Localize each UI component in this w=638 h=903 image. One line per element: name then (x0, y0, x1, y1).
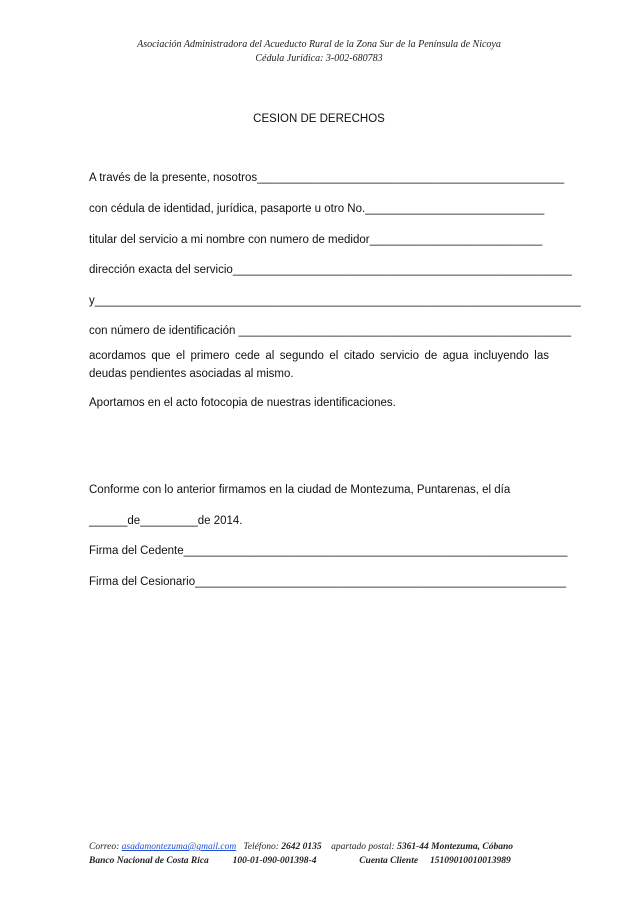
names-line: A través de la presente, nosotros________________________________________________ (89, 172, 565, 184)
email-label: Correo: (89, 842, 120, 852)
po-box: 5361-44 Montezuma, Cóbano (397, 842, 513, 852)
date-line: ______de_________de 2014. (89, 515, 243, 527)
meter-number-line: titular del servicio a mi nombre con numero de medidor___________________________ (89, 234, 543, 246)
phone-label: Teléfono: (243, 842, 279, 852)
photocopy-paragraph: Aportamos en el acto fotocopia de nuestras identificaciones. (89, 397, 396, 409)
client-account-label: Cuenta Cliente (359, 856, 419, 866)
letterhead (0, 38, 638, 66)
association-name: Asociación Administradora del Acueducto Rural de la Zona Sur de la Península de Nicoya (137, 39, 501, 50)
po-box-label: apartado postal: (331, 842, 395, 852)
legal-id: Cédula Jurídica: 3-002-680783 (255, 53, 383, 64)
address-line: dirección exacta del servicio_____________________________________________________ (89, 264, 572, 276)
footer-bank (89, 854, 511, 868)
bank-name: Banco Nacional de Costa Rica (89, 856, 209, 866)
identification-line: con número de identificación ____________________________________________________ (89, 325, 572, 337)
second-party-line: y____________________________________________________________________________ (89, 295, 581, 307)
phone-number: 2642 0135 (281, 842, 322, 852)
cesionario-signature-line: Firma del Cesionario__________________________________________________________ (89, 576, 567, 588)
cedente-signature-line: Firma del Cedente____________________________________________________________ (89, 545, 568, 557)
footer-contact (89, 840, 513, 854)
id-number-line: con cédula de identidad, jurídica, pasaporte u otro No.____________________________ (89, 203, 545, 215)
agreement-paragraph: acordamos que el primero cede al segundo el citado servicio de agua incluyendo las deudas pendientes asociadas al mismo. (89, 350, 549, 380)
conforme-paragraph: Conforme con lo anterior firmamos en la ciudad de Montezuma, Puntarenas, el día (89, 484, 511, 496)
bank-account: 100-01-090-001398-4 (232, 856, 317, 866)
client-account: 15109010010013989 (429, 856, 511, 866)
document-title: CESION DE DERECHOS (253, 113, 385, 125)
email-link[interactable]: asadamontezuma@gmail.com (121, 842, 237, 852)
